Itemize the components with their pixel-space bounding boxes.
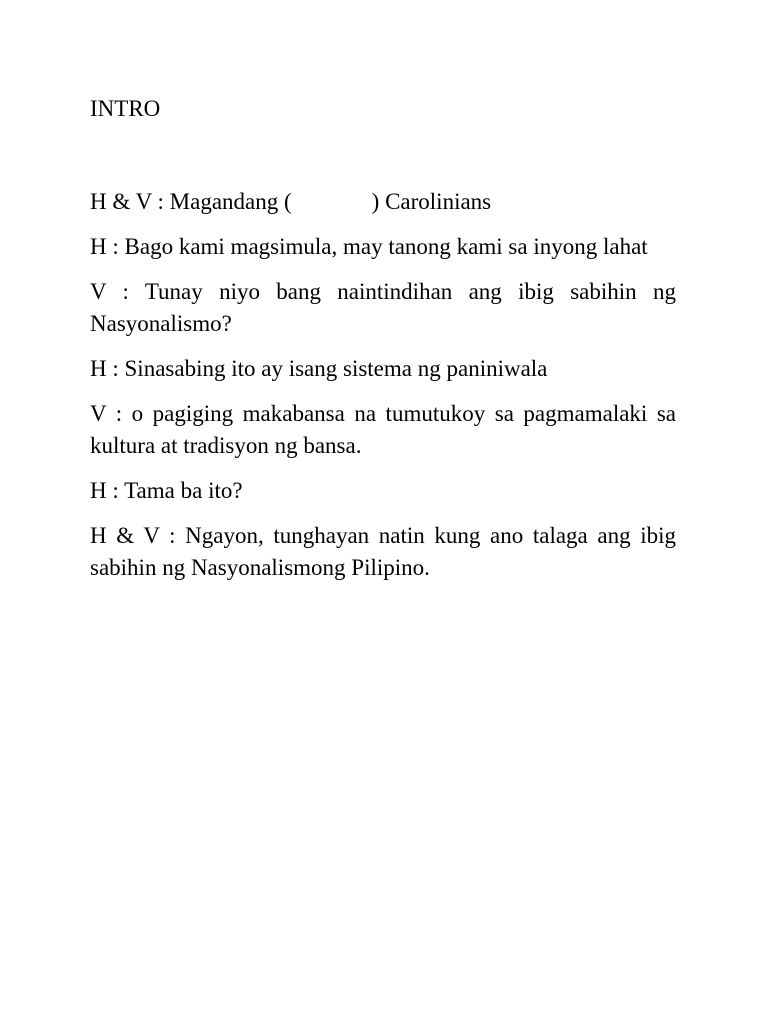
- line-text: Sinasabing ito ay isang sistema ng paniniwala: [124, 356, 548, 381]
- dialogue-line: H & V : Ngayon, tunghayan natin kung ano talaga ang ibig sabihin ng Nasyonalismong Pilipino.: [90, 523, 677, 580]
- line-text: o pagiging makabansa na tumutukoy sa pagmamalaki sa kultura at tradisyon ng bansa.: [90, 401, 676, 458]
- line-text: Ngayon, tunghayan natin kung ano talaga ang ibig sabihin ng Nasyonalismong Pilipino.: [90, 523, 677, 580]
- speaker-label: H: [90, 234, 107, 259]
- greeting-text-after: ) Carolinians: [371, 189, 492, 214]
- line-text: Bago kami magsimula, may tanong kami sa inyong lahat: [124, 234, 648, 259]
- speaker-label: H: [90, 478, 107, 503]
- dialogue-line: V : Tunay niyo bang naintindihan ang ibig sabihin ng Nasyonalismo?: [90, 279, 676, 336]
- speaker-label: H & V: [90, 189, 152, 214]
- dialogue-line: H : Sinasabing ito ay isang sistema ng paniniwala: [90, 356, 548, 381]
- dialogue-line: H : Bago kami magsimula, may tanong kami sa inyong lahat: [90, 234, 648, 259]
- dialogue-line: H : Tama ba ito?: [90, 478, 243, 503]
- speaker-label: H: [90, 356, 107, 381]
- dialogue-body: [90, 186, 676, 597]
- greeting-text-before: Magandang (: [169, 189, 292, 214]
- line-text: Tama ba ito?: [124, 478, 243, 503]
- dialogue-line: V : o pagiging makabansa na tumutukoy sa pagmamalaki sa kultura at tradisyon ng bansa.: [90, 401, 676, 458]
- dialogue-line-greeting: H & V : Magandang ( ) Carolinians: [90, 189, 492, 214]
- document-heading: INTRO: [90, 96, 161, 121]
- speaker-label: H & V: [90, 523, 160, 548]
- line-text: Tunay niyo bang naintindihan ang ibig sabihin ng Nasyonalismo?: [90, 279, 676, 336]
- speaker-label: V: [90, 279, 107, 304]
- speaker-label: V: [90, 401, 107, 426]
